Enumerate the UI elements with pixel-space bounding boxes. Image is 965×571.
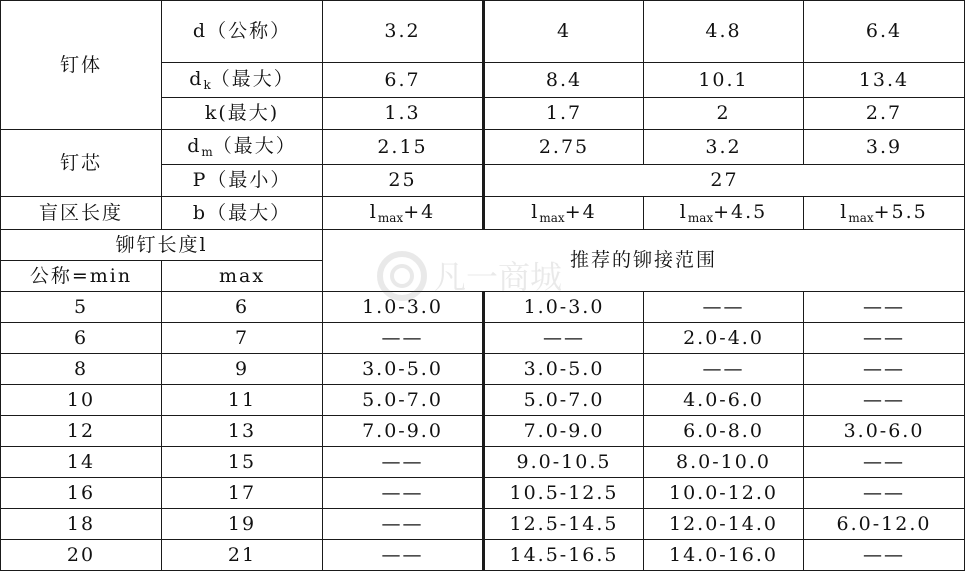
range-cell: 12.5-14.5 xyxy=(484,509,644,540)
watermark-text: 凡一商城 xyxy=(434,258,563,296)
length-max-cell: 17 xyxy=(162,478,323,509)
param-label-k: k(最大) xyxy=(162,98,323,130)
table-row xyxy=(1,354,965,385)
table-row xyxy=(1,509,965,540)
length-min-cell: 12 xyxy=(1,416,162,447)
table-row xyxy=(1,447,965,478)
dk-qualifier: （最大） xyxy=(210,67,295,90)
length-max-cell: 19 xyxy=(162,509,323,540)
table-row xyxy=(1,292,965,323)
length-min-cell: 16 xyxy=(1,478,162,509)
range-cell: 3.0-6.0 xyxy=(804,416,965,447)
b-base: l xyxy=(369,200,378,223)
dm-base: d xyxy=(187,134,202,157)
range-cell: 6.0-12.0 xyxy=(804,509,965,540)
length-min-cell: 20 xyxy=(1,540,162,571)
data-rows xyxy=(1,292,965,571)
range-cell: —— xyxy=(323,540,484,571)
range-cell: —— xyxy=(804,478,965,509)
b-value xyxy=(644,197,804,230)
dm-value: 2.15 xyxy=(323,130,484,165)
dk-value: 8.4 xyxy=(484,63,644,98)
param-label-d: d（公称） xyxy=(162,1,323,63)
d-value: 6.4 xyxy=(804,1,965,63)
param-label-dk xyxy=(162,63,323,98)
range-cell: 3.0-5.0 xyxy=(484,354,644,385)
b-add: +4 xyxy=(564,200,597,223)
range-cell: 5.0-7.0 xyxy=(484,385,644,416)
k-value: 1.3 xyxy=(323,98,484,130)
range-cell: —— xyxy=(323,478,484,509)
range-cell: 14.0-16.0 xyxy=(644,540,804,571)
range-cell: —— xyxy=(804,385,965,416)
row-dm xyxy=(1,130,965,165)
range-cell: —— xyxy=(323,447,484,478)
param-label-b: b（最大） xyxy=(162,197,323,230)
b-add: +5.5 xyxy=(873,200,928,223)
range-cell: 3.0-5.0 xyxy=(323,354,484,385)
d-value: 4 xyxy=(484,1,644,63)
rivet-length-header: 铆钉长度l xyxy=(1,230,323,261)
range-cell: —— xyxy=(644,354,804,385)
range-cell: —— xyxy=(323,323,484,354)
row-d-nominal xyxy=(1,1,965,63)
length-max-cell: 13 xyxy=(162,416,323,447)
dk-value: 10.1 xyxy=(644,63,804,98)
length-min-cell: 5 xyxy=(1,292,162,323)
range-cell: 1.0-3.0 xyxy=(323,292,484,323)
table-row xyxy=(1,323,965,354)
d-value: 4.8 xyxy=(644,1,804,63)
table-row xyxy=(1,540,965,571)
dk-base: d xyxy=(189,67,204,90)
max-header: max xyxy=(162,261,323,292)
dm-value: 3.9 xyxy=(804,130,965,165)
length-max-cell: 6 xyxy=(162,292,323,323)
dm-value: 2.75 xyxy=(484,130,644,165)
b-value xyxy=(323,197,484,230)
d-value: 3.2 xyxy=(323,1,484,63)
table-row xyxy=(1,416,965,447)
range-cell: —— xyxy=(323,509,484,540)
range-cell: 14.5-16.5 xyxy=(484,540,644,571)
length-min-cell: 14 xyxy=(1,447,162,478)
b-base: l xyxy=(679,200,688,223)
k-value: 2.7 xyxy=(804,98,965,130)
range-cell: 5.0-7.0 xyxy=(323,385,484,416)
length-min-cell: 10 xyxy=(1,385,162,416)
range-cell: 2.0-4.0 xyxy=(644,323,804,354)
b-add: +4.5 xyxy=(713,200,768,223)
range-cell: 10.5-12.5 xyxy=(484,478,644,509)
length-max-cell: 11 xyxy=(162,385,323,416)
length-min-cell: 8 xyxy=(1,354,162,385)
range-cell: —— xyxy=(804,354,965,385)
range-cell: 7.0-9.0 xyxy=(484,416,644,447)
row-length-header xyxy=(1,230,965,261)
dk-value: 13.4 xyxy=(804,63,965,98)
range-cell: 7.0-9.0 xyxy=(323,416,484,447)
length-max-cell: 9 xyxy=(162,354,323,385)
nominal-min-header: 公称=min xyxy=(1,261,162,292)
b-base: l xyxy=(531,200,540,223)
range-cell: 4.0-6.0 xyxy=(644,385,804,416)
b-subscript: max xyxy=(848,210,874,225)
range-cell: —— xyxy=(484,323,644,354)
table-row xyxy=(1,385,965,416)
range-cell: 9.0-10.5 xyxy=(484,447,644,478)
b-add: +4 xyxy=(403,200,436,223)
length-max-cell: 7 xyxy=(162,323,323,354)
row-b xyxy=(1,197,965,230)
range-cell: —— xyxy=(804,540,965,571)
b-subscript: max xyxy=(539,210,565,225)
length-max-cell: 21 xyxy=(162,540,323,571)
range-cell: 8.0-10.0 xyxy=(644,447,804,478)
k-value: 2 xyxy=(644,98,804,130)
range-cell: —— xyxy=(804,292,965,323)
b-subscript: max xyxy=(687,210,714,225)
k-value: 1.7 xyxy=(484,98,644,130)
range-cell: —— xyxy=(644,292,804,323)
recommended-range-header: 推荐的铆接范围 xyxy=(323,230,965,292)
p-value: 25 xyxy=(323,165,484,197)
range-cell: —— xyxy=(804,323,965,354)
b-base: l xyxy=(840,200,849,223)
table-row xyxy=(1,478,965,509)
range-cell: 1.0-3.0 xyxy=(484,292,644,323)
b-subscript: max xyxy=(377,210,404,225)
dk-subscript: k xyxy=(203,77,211,92)
range-cell: 10.0-12.0 xyxy=(644,478,804,509)
group-label-blind: 盲区长度 xyxy=(1,197,162,230)
dm-value: 3.2 xyxy=(644,130,804,165)
p-value-merged: 27 xyxy=(484,165,965,197)
dk-value: 6.7 xyxy=(323,63,484,98)
group-label-body: 钉体 xyxy=(1,1,162,130)
group-label-mandrel: 钉芯 xyxy=(1,130,162,197)
dm-qualifier: （最大） xyxy=(212,134,297,157)
length-max-cell: 15 xyxy=(162,447,323,478)
length-min-cell: 18 xyxy=(1,509,162,540)
length-min-cell: 6 xyxy=(1,323,162,354)
param-label-dm xyxy=(162,130,323,165)
range-cell: —— xyxy=(804,447,965,478)
param-label-p: P（最小） xyxy=(162,165,323,197)
b-value xyxy=(804,197,965,230)
range-cell: 12.0-14.0 xyxy=(644,509,804,540)
range-cell: 6.0-8.0 xyxy=(644,416,804,447)
b-value xyxy=(484,197,644,230)
dm-subscript: m xyxy=(201,144,213,159)
